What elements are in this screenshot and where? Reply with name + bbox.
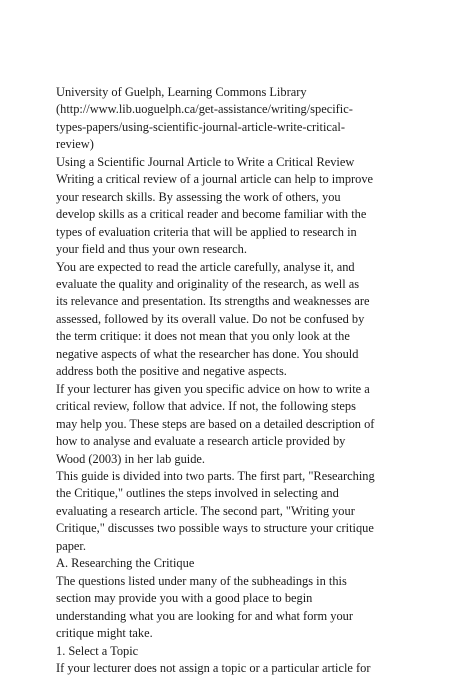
paragraph-line: develop skills as a critical reader and become familiar with the	[56, 207, 367, 222]
source-url-line: review)	[56, 137, 94, 152]
paragraph-line: assessed, followed by its overall value. Do not be confused by	[56, 311, 365, 326]
paragraph-line: evaluating a research article. The second part, "Writing your	[56, 503, 355, 518]
paragraph-line: Wood (2003) in her lab guide.	[56, 451, 206, 466]
paragraph-line: Critique," discusses two possible ways to structure your critique	[56, 521, 374, 536]
paragraph-line: If your lecturer does not assign a topic or a particular article for	[56, 660, 371, 675]
source-url-line: types-papers/using-scientific-journal-article-write-critical-	[56, 119, 345, 134]
paragraph-line: the Critique," outlines the steps involved in selecting and	[56, 486, 339, 501]
paragraph-line: your research skills. By assessing the work of others, you	[56, 189, 341, 204]
source-line: University of Guelph, Learning Commons Library	[56, 85, 307, 99]
paragraph-line: the term critique: it does not mean that you only look at the	[56, 329, 350, 344]
paragraph-line: evaluate the quality and originality of the research, as well as	[56, 276, 360, 291]
paragraph-line: your field and thus your own research.	[56, 242, 247, 257]
paragraph-line: You are expected to read the article carefully, analyse it, and	[56, 259, 355, 274]
section-heading: A. Researching the Critique	[56, 556, 195, 571]
paragraph-line: The questions listed under many of the subheadings in this	[56, 573, 347, 588]
paragraph-line: address both the positive and negative aspects.	[56, 364, 287, 379]
paragraph-line: This guide is divided into two parts. The first part, "Researching	[56, 468, 375, 483]
paragraph-line: types of evaluation criteria that will be applied to research in	[56, 224, 357, 239]
paragraph-line: section may provide you with a good place to begin	[56, 591, 313, 606]
paragraph-line: how to analyse and evaluate a research article provided by	[56, 434, 346, 449]
paragraph-line: If your lecturer has given you specific advice on how to write a	[56, 381, 370, 396]
document-body	[56, 84, 451, 677]
subsection-heading: 1. Select a Topic	[56, 643, 139, 658]
paragraph-line: its relevance and presentation. Its strengths and weaknesses are	[56, 294, 370, 309]
paragraph-line: understanding what you are looking for and what form your	[56, 608, 353, 623]
source-url-line: (http://www.lib.uoguelph.ca/get-assistance/writing/specific-	[56, 102, 353, 117]
paragraph-line: critical review, follow that advice. If not, the following steps	[56, 399, 356, 414]
paragraph-line: critique might take.	[56, 626, 153, 641]
paragraph-line: negative aspects of what the researcher has done. You should	[56, 346, 359, 361]
paragraph-line: paper.	[56, 538, 86, 553]
paragraph-line: Writing a critical review of a journal article can help to improve	[56, 172, 374, 187]
document-title: Using a Scientific Journal Article to Write a Critical Review	[56, 154, 355, 169]
paragraph-line: may help you. These steps are based on a detailed description of	[56, 416, 375, 431]
